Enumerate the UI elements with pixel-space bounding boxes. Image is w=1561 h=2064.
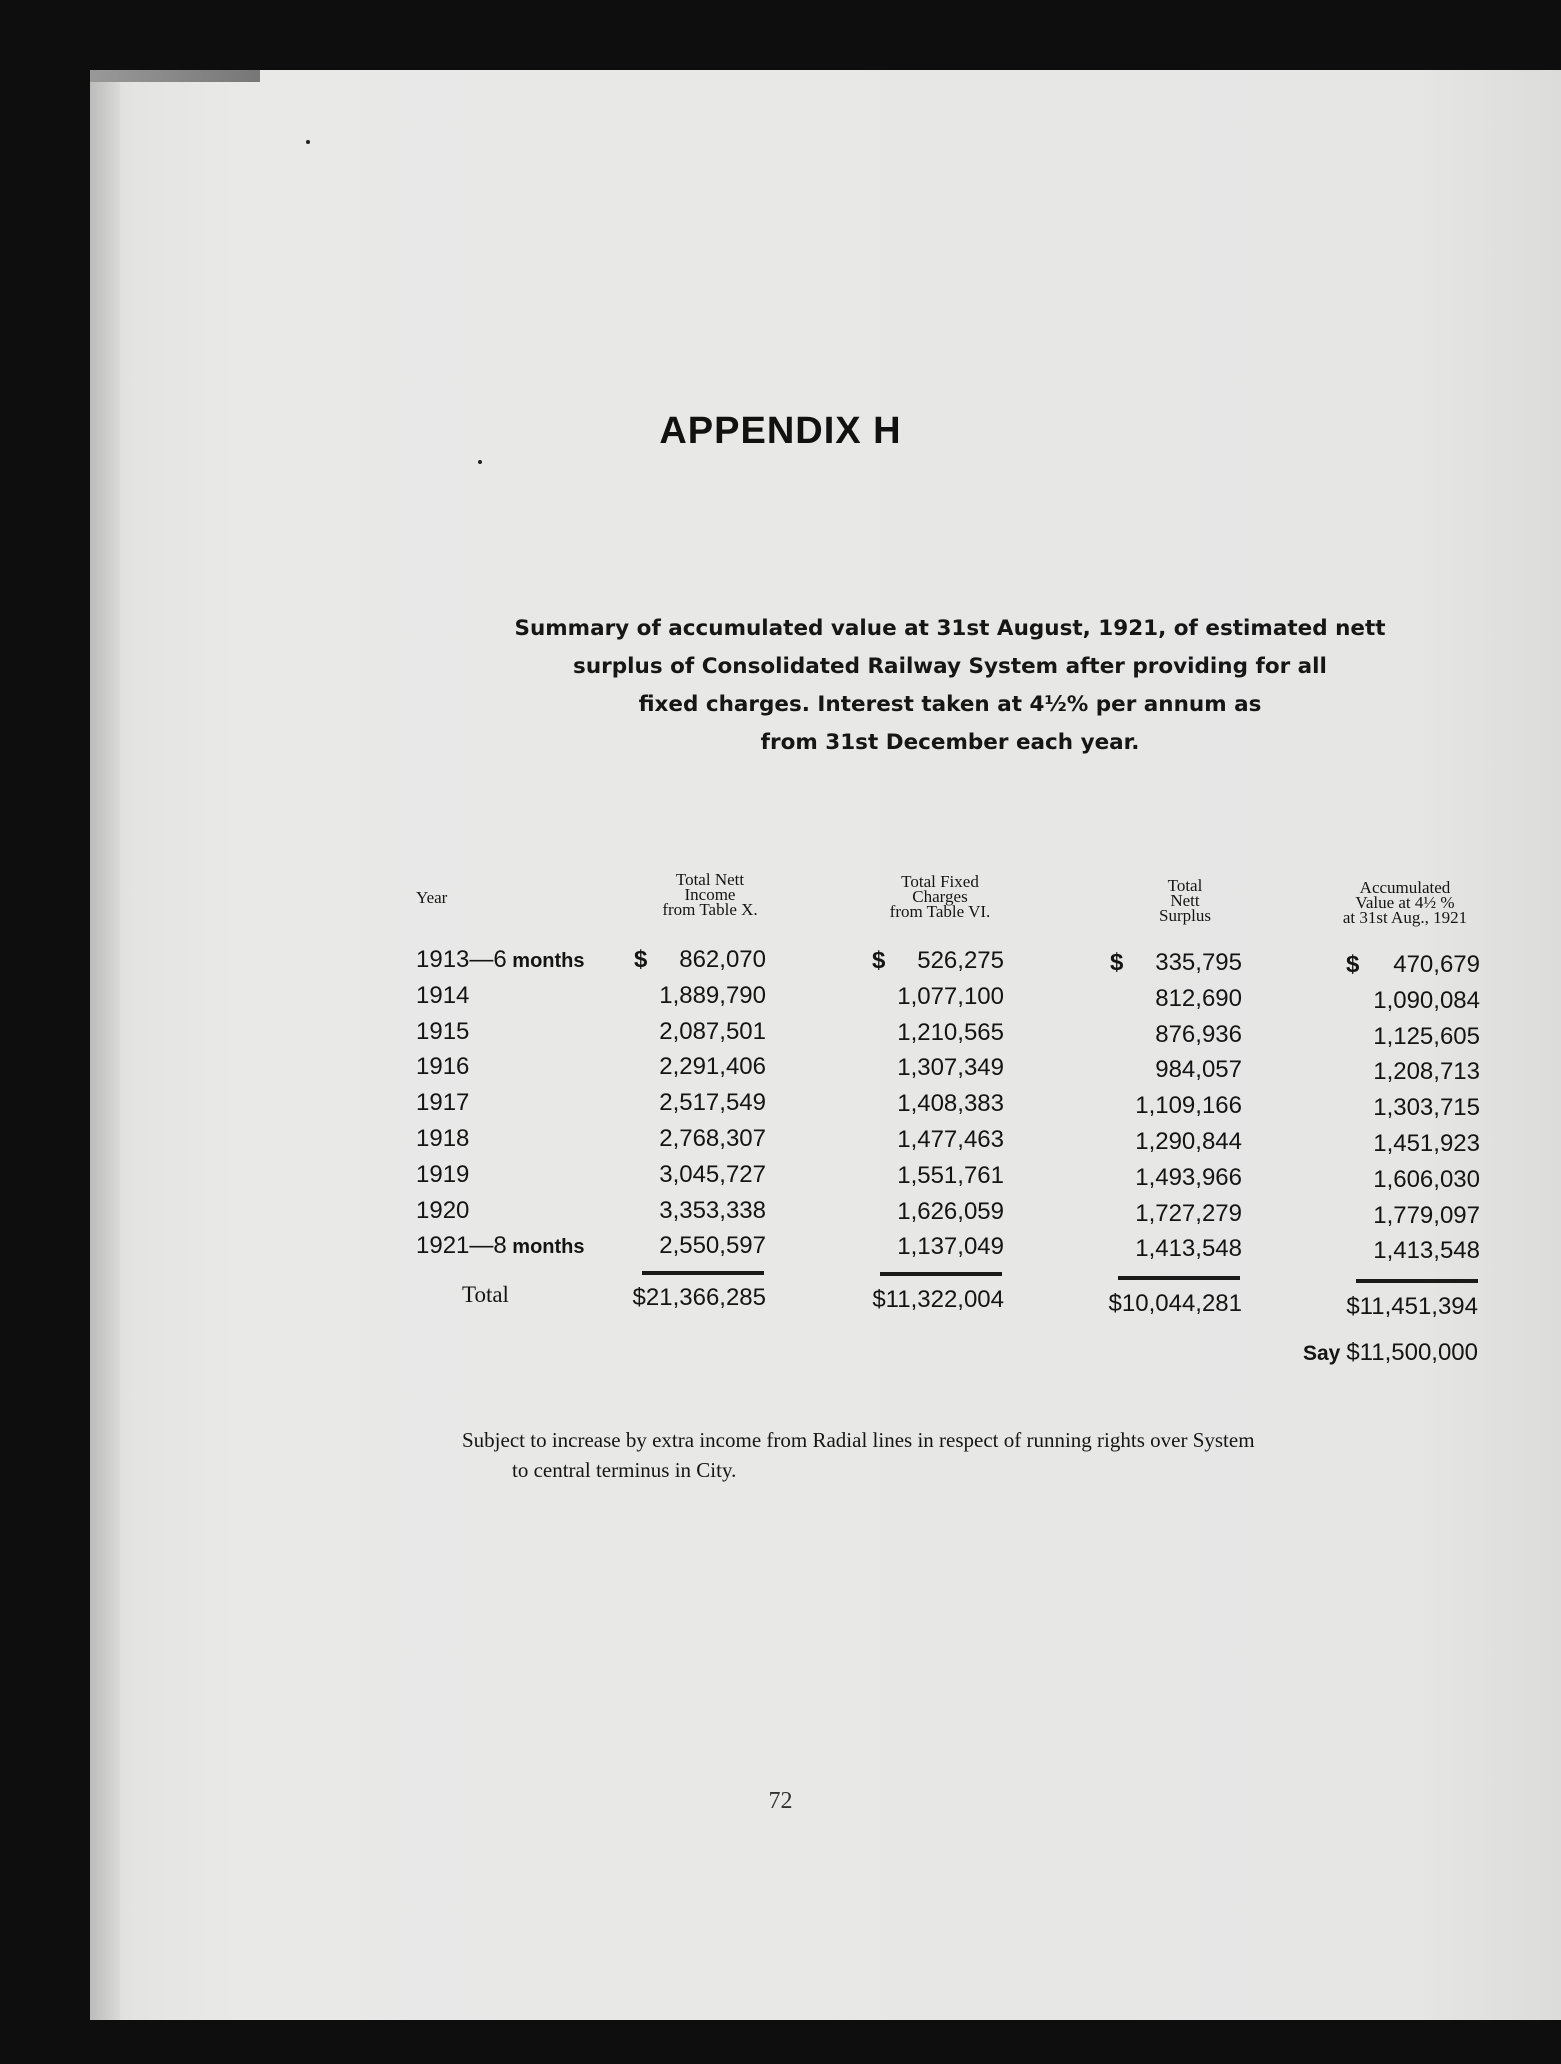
table-summary [500, 610, 1400, 762]
header-income: Total Nett Income from Table X. [662, 870, 758, 919]
footnote-line: Subject to increase by extra income from Radial lines in respect of running rights over System [462, 1428, 1255, 1452]
print-speck [306, 140, 310, 144]
summary-line: surplus of Consolidated Railway System after providing for all [573, 654, 1327, 679]
cell-accumulated: 1,303,715 [1373, 1094, 1480, 1122]
row-year: 1918 [416, 1125, 470, 1152]
cell-accumulated: 1,413,548 [1373, 1237, 1480, 1265]
row-year: 1916 [416, 1053, 470, 1081]
cell-charges: 1,477,463 [897, 1126, 1004, 1153]
cell-income: 2,517,549 [659, 1089, 766, 1117]
column-rule [1356, 1279, 1478, 1283]
summary-line: from 31st December each year. [760, 730, 1140, 755]
cell-income: 3,045,727 [659, 1160, 766, 1188]
column-rule [642, 1271, 764, 1275]
cell-accumulated: 1,125,605 [1373, 1022, 1480, 1050]
total-label: Total [462, 1282, 509, 1307]
total-accumulated: $11,451,394 [1346, 1293, 1478, 1320]
cell-surplus: 1,413,548 [1135, 1235, 1242, 1263]
total-income: $21,366,285 [632, 1284, 766, 1311]
row-year: 1913—6 months [416, 946, 585, 973]
cell-surplus: 876,936 [1155, 1020, 1242, 1048]
summary-line: fixed charges. Interest taken at 4½% per annum as [638, 692, 1262, 717]
header-accumulated: Accumulated Value at 4½ % at 31st Aug., 1921 [1342, 878, 1468, 927]
say-word: Say [1302, 1342, 1341, 1365]
row-year: 1914 [416, 981, 470, 1009]
cell-accumulated: 1,090,084 [1373, 986, 1480, 1014]
dollar-sign: $ [872, 947, 886, 974]
header-surplus: Total Nett Surplus [1159, 876, 1211, 925]
row-year: 1919 [416, 1160, 470, 1188]
row-year: 1921—8 months [416, 1232, 585, 1260]
say-value: $11,500,000 [1346, 1339, 1478, 1366]
cell-income: 2,087,501 [659, 1017, 766, 1045]
cell-charges: 1,077,100 [897, 982, 1004, 1010]
cell-surplus: 984,057 [1155, 1056, 1242, 1084]
row-year: 1917 [416, 1089, 470, 1117]
footnote-line: to central terminus in City. [512, 1458, 737, 1482]
cell-accumulated: 1,451,923 [1373, 1130, 1480, 1157]
rounded-total [1286, 1339, 1478, 1367]
dollar-sign: $ [1110, 949, 1124, 976]
cell-accumulated: 1,208,713 [1373, 1058, 1480, 1086]
cell-charges: 1,551,761 [897, 1161, 1004, 1189]
page-top-mark [90, 70, 260, 82]
cell-accumulated: 470,679 [1393, 951, 1480, 978]
footnote [462, 1425, 1462, 1485]
page-left-edge [90, 70, 120, 2020]
column-rule [1118, 1276, 1240, 1280]
cell-income: 1,889,790 [659, 981, 766, 1009]
dollar-sign: $ [1346, 951, 1360, 978]
page-number: 72 [768, 1788, 793, 1814]
appendix-title: APPENDIX H [659, 410, 902, 452]
cell-surplus: 1,109,166 [1135, 1092, 1242, 1120]
row-year: 1915 [416, 1017, 470, 1045]
cell-income: 2,768,307 [659, 1125, 766, 1152]
cell-charges: 1,408,383 [897, 1090, 1004, 1118]
cell-surplus: 812,690 [1155, 984, 1242, 1012]
cell-income: 2,291,406 [659, 1053, 766, 1081]
total-charges: $11,322,004 [872, 1286, 1004, 1313]
cell-surplus: 335,795 [1155, 949, 1242, 976]
cell-surplus: 1,493,966 [1135, 1163, 1242, 1191]
cell-income: 862,070 [679, 946, 766, 973]
cell-surplus: 1,727,279 [1135, 1199, 1242, 1227]
cell-charges: 1,137,049 [897, 1233, 1004, 1261]
column-rule [880, 1272, 1002, 1276]
cell-charges: 1,626,059 [897, 1197, 1004, 1225]
row-year: 1920 [416, 1196, 470, 1224]
cell-accumulated: 1,606,030 [1373, 1165, 1480, 1193]
dollar-sign: $ [634, 946, 648, 973]
cell-surplus: 1,290,844 [1135, 1128, 1242, 1155]
cell-charges: 526,275 [917, 947, 1004, 974]
cell-charges: 1,307,349 [897, 1054, 1004, 1082]
total-surplus: $10,044,281 [1108, 1290, 1242, 1317]
header-year: Year [416, 888, 448, 907]
cell-accumulated: 1,779,097 [1373, 1201, 1480, 1229]
print-speck [478, 460, 482, 464]
header-charges: Total Fixed Charges from Table VI. [889, 872, 991, 921]
cell-income: 2,550,597 [659, 1232, 766, 1260]
cell-income: 3,353,338 [659, 1196, 766, 1224]
summary-line: Summary of accumulated value at 31st August, 1921, of estimated nett [514, 616, 1386, 641]
cell-charges: 1,210,565 [897, 1018, 1004, 1046]
